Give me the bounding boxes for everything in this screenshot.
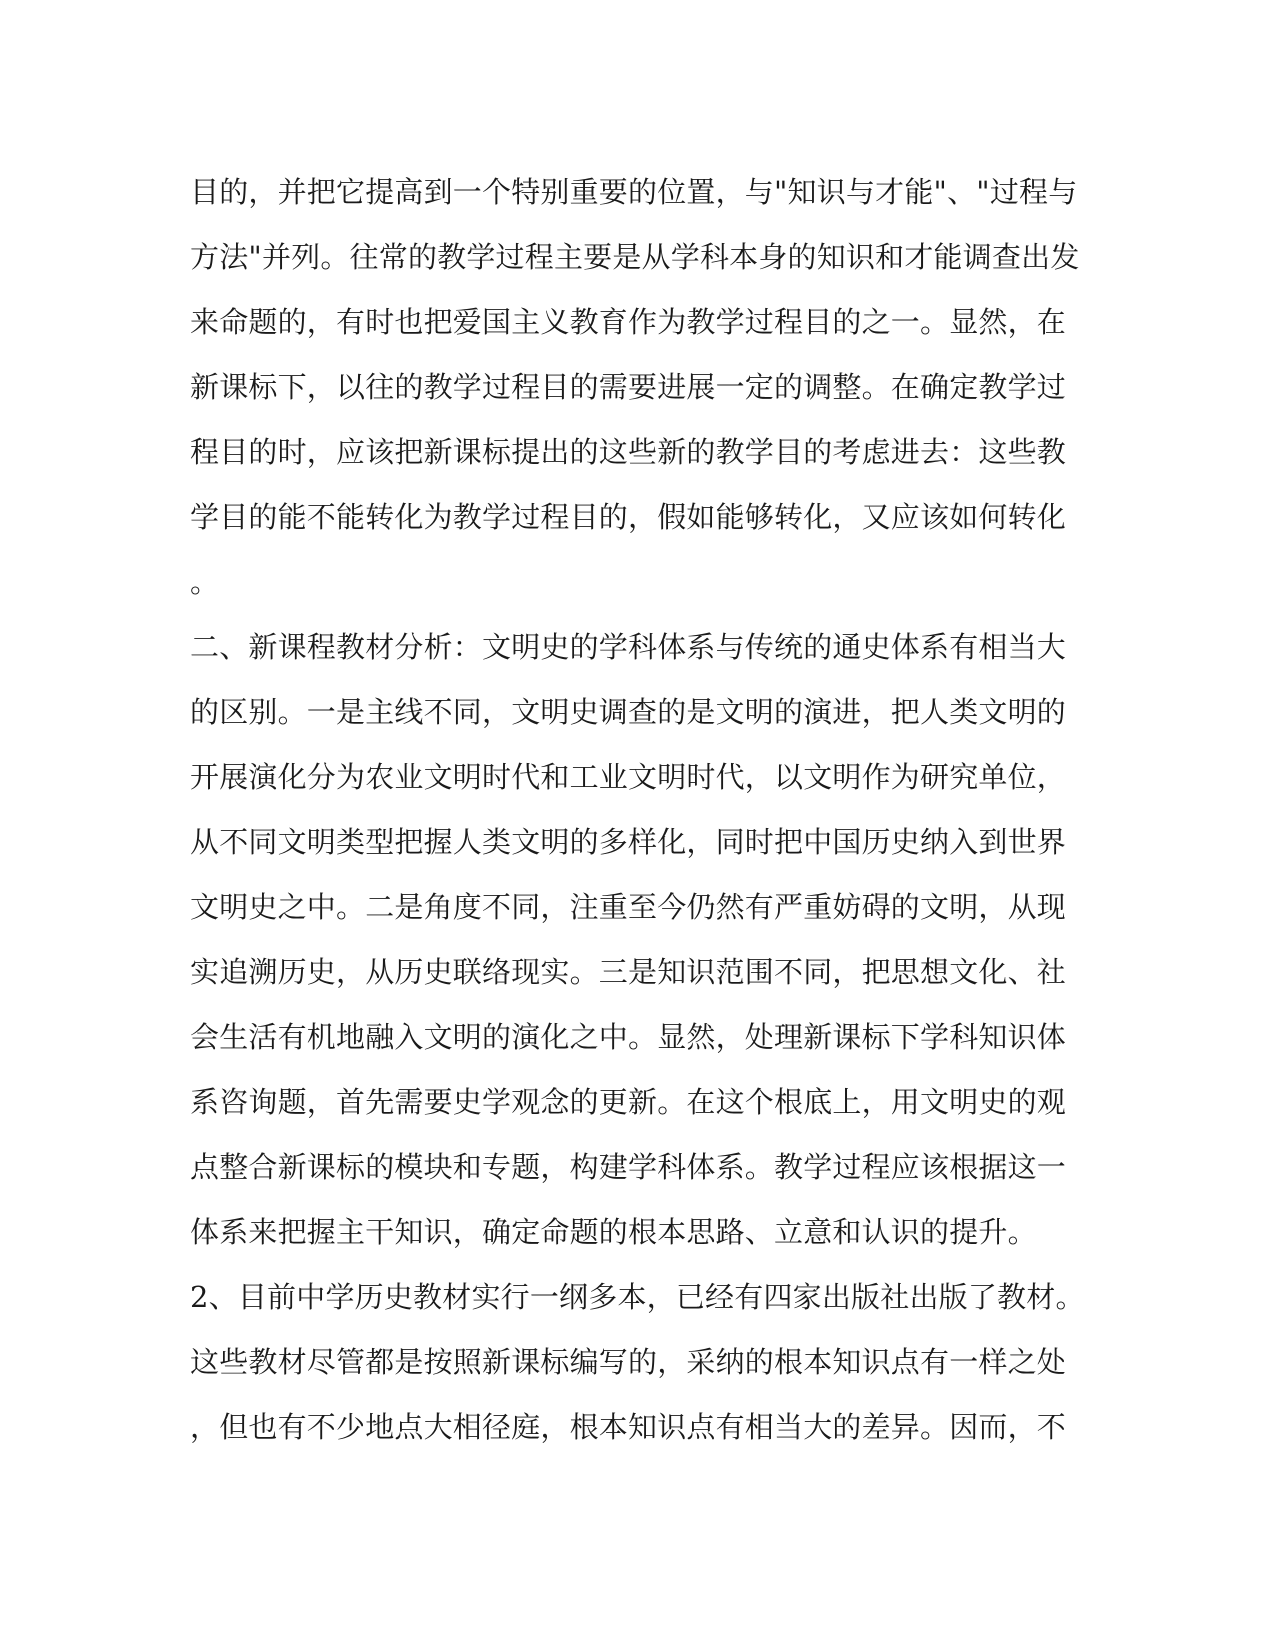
body-text <box>190 160 1090 1460</box>
text-line: 新课标下，以往的教学过程目的需要进展一定的调整。在确定教学过 <box>190 370 1067 404</box>
text-line: 的区别。一是主线不同，文明史调查的是文明的演进，把人类文明的 <box>190 695 1067 729</box>
text-line: 目的，并把它提高到一个特别重要的位置，与"知识与才能"、"过程与 <box>190 175 1078 209</box>
text-line: 2、目前中学历史教材实行一纲多本，已经有四家出版社出版了教材。 <box>190 1280 1085 1314</box>
text-line: 。 <box>190 565 220 599</box>
text-line: 学目的能不能转化为教学过程目的，假如能够转化，又应该如何转化 <box>190 500 1067 534</box>
text-line: 实追溯历史，从历史联络现实。三是知识范围不同，把思想文化、社 <box>190 955 1067 989</box>
text-line: 会生活有机地融入文明的演化之中。显然，处理新课标下学科知识体 <box>190 1020 1067 1054</box>
text-line: 方法"并列。往常的教学过程主要是从学科本身的知识和才能调查出发 <box>190 240 1080 274</box>
text-line: 开展演化分为农业文明时代和工业文明时代，以文明作为研究单位， <box>190 760 1067 794</box>
text-line: 来命题的，有时也把爱国主义教育作为教学过程目的之一。显然，在 <box>190 305 1067 339</box>
text-line: ，但也有不少地点大相径庭，根本知识点有相当大的差异。因而，不 <box>190 1410 1067 1444</box>
text-line: 这些教材尽管都是按照新课标编写的，采纳的根本知识点有一样之处 <box>190 1345 1067 1379</box>
text-line: 点整合新课标的模块和专题，构建学科体系。教学过程应该根据这一 <box>190 1150 1067 1184</box>
text-line: 系咨询题，首先需要史学观念的更新。在这个根底上，用文明史的观 <box>190 1085 1067 1119</box>
text-line: 体系来把握主干知识，确定命题的根本思路、立意和认识的提升。 <box>190 1215 1037 1249</box>
text-line: 二、新课程教材分析：文明史的学科体系与传统的通史体系有相当大 <box>190 630 1067 664</box>
text-line: 从不同文明类型把握人类文明的多样化，同时把中国历史纳入到世界 <box>190 825 1067 859</box>
text-line: 程目的时，应该把新课标提出的这些新的教学目的考虑进去：这些教 <box>190 435 1067 469</box>
text-line: 文明史之中。二是角度不同，注重至今仍然有严重妨碍的文明，从现 <box>190 890 1067 924</box>
